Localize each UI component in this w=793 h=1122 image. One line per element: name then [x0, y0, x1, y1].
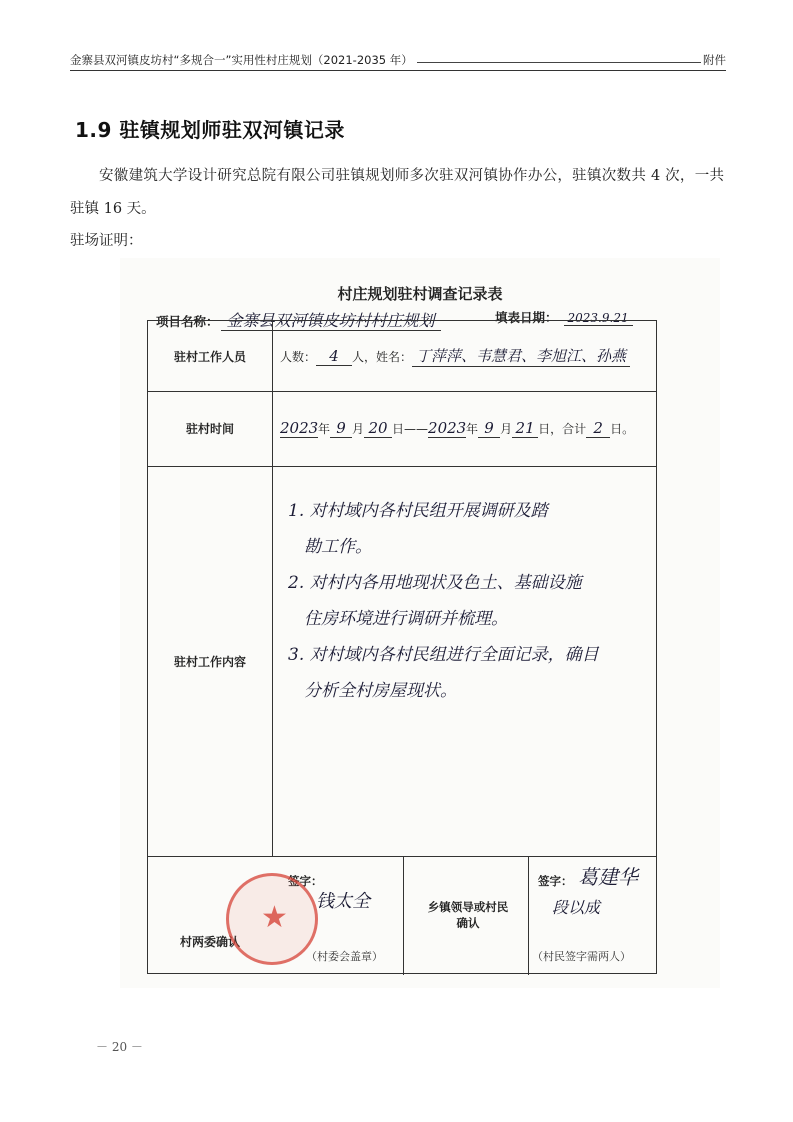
time-details	[280, 419, 634, 438]
star-icon: ★	[261, 900, 288, 935]
running-header-rule	[417, 62, 701, 63]
content-line: 3. 对村域内各村民组进行全面记录，确目	[288, 645, 599, 665]
fill-date-value: 2023.9.21	[564, 311, 633, 326]
content-line: 2. 对村内各用地现状及色土、基础设施	[288, 573, 582, 593]
staff-count-unit: 人，	[352, 350, 377, 364]
time-label: 驻村时间	[185, 422, 234, 436]
committee-sign-label: 签字：	[288, 874, 323, 888]
villager-sign-label: 签字：	[538, 874, 573, 888]
work-content	[288, 493, 650, 709]
header-divider	[70, 70, 726, 71]
staff-details	[280, 345, 630, 367]
end-month: 9	[478, 419, 500, 438]
start-year: 2023	[280, 419, 319, 437]
end-day: 21	[512, 419, 538, 438]
running-header-label: 附件	[703, 53, 726, 67]
end-year: 2023	[428, 419, 467, 437]
total-suffix: 日。	[610, 422, 635, 436]
column-divider	[272, 321, 273, 856]
date-range-dash: ——	[404, 422, 429, 436]
month-unit: 月	[500, 422, 513, 436]
body-paragraph: 安徽建筑大学设计研究总院有限公司驻镇规划师多次驻双河镇协作办公，驻镇次数共 4 次，一共驻镇 16 天。	[70, 168, 724, 217]
record-table	[147, 320, 657, 974]
staff-count-label: 人数：	[280, 350, 317, 364]
villager-signature-1: 葛建华	[578, 865, 638, 889]
day-unit: 日	[392, 422, 405, 436]
scanned-form	[120, 258, 720, 988]
row-divider	[148, 856, 656, 857]
village-committee-label: 村两委确认	[179, 934, 240, 949]
page-number: － 20 －	[96, 1040, 143, 1054]
fill-date-label: 填表日期：	[495, 310, 558, 325]
year-unit: 年	[318, 422, 331, 436]
township-label-line: 乡镇领导或村民	[427, 900, 509, 914]
content-line: 1. 对村域内各村民组开展调研及踏	[288, 501, 548, 521]
content-line: 住房环境进行调研并梳理。	[304, 609, 508, 629]
column-divider	[528, 856, 529, 975]
start-month: 9	[330, 419, 352, 438]
year-unit: 年	[466, 422, 479, 436]
township-label-line: 确认	[456, 916, 480, 930]
running-header-title: 金寨县双河镇皮坊村“多规合一”实用性村庄规划（2021-2035 年）	[70, 53, 413, 67]
form-title: 村庄规划驻村调查记录表	[337, 285, 503, 303]
township-label	[418, 899, 518, 931]
content-label: 驻村工作内容	[173, 654, 246, 669]
total-days: 2	[586, 419, 610, 438]
project-name-label: 项目名称：	[156, 314, 219, 329]
villager-signature-2: 段以成	[552, 898, 601, 917]
project-name-value: 金寨县双河镇皮坊村村庄规划	[221, 311, 441, 331]
content-line: 分析全村房屋现状。	[304, 681, 457, 701]
villager-note: （村民签字需两人）	[532, 950, 631, 963]
start-day: 20	[364, 419, 392, 438]
month-unit: 月	[352, 422, 365, 436]
red-seal	[226, 873, 318, 965]
staff-count-value: 4	[316, 347, 352, 366]
column-divider	[403, 856, 404, 975]
content-line: 勘工作。	[304, 537, 372, 557]
committee-signature: 钱太全	[316, 891, 370, 912]
section-heading: 1.9 驻镇规划师驻双河镇记录	[75, 118, 345, 142]
total-prefix: 日，合计	[538, 422, 587, 436]
staff-names-value: 丁萍萍、韦慧君、李旭江、孙燕	[412, 345, 630, 367]
staff-label: 驻村工作人员	[173, 349, 246, 364]
stamp-note: （村委会盖章）	[306, 950, 383, 963]
proof-label: 驻场证明：	[70, 233, 143, 249]
staff-names-label: 姓名：	[376, 350, 413, 364]
running-header	[70, 52, 726, 68]
